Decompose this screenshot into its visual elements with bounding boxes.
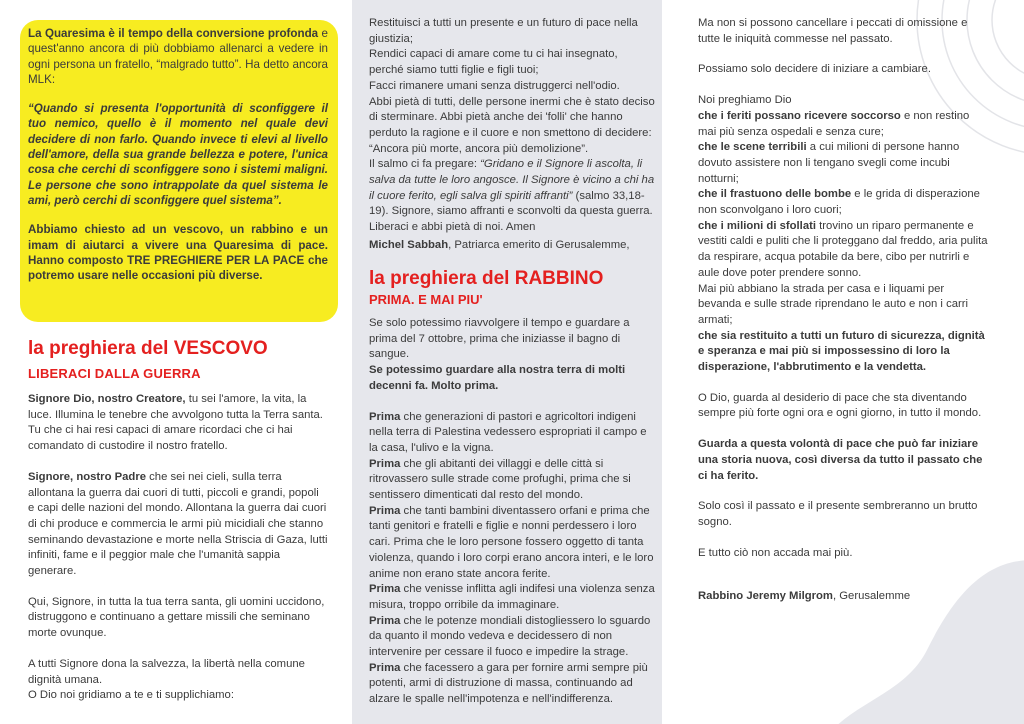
bishop-p1	[28, 392, 328, 455]
prima-word: Prima	[369, 410, 401, 423]
c3-d-rest: trovino un riparo permanente e vestiti caldi e puliti che li proteggano dal freddo, aria pulita da respirare, acqua potabile da bere, cibo per nutrirli e aule dove poter prendere sonno.	[698, 219, 988, 279]
rabbi-intro: Se solo potessimo riavvolgere il tempo e guardare a prima del 7 ottobre, prima che iniziasse il bagno di sangue.	[369, 317, 630, 361]
rabbi-sig-name: Rabbino Jeremy Milgrom	[698, 590, 833, 603]
bishop-p4	[28, 657, 328, 704]
prima-5	[369, 614, 655, 661]
bishop-p4-line1: A tutti Signore dona la salvezza, la libertà nella comune dignità umana.	[28, 657, 305, 686]
bishop-sig-name: Michel Sabbah	[369, 239, 449, 251]
prima-6-text: che facessero a gara per fornire armi sempre più potenti, armi di distruzione di massa, continuando ad alzare le spalle nell'impotenza e nell'indifferenza.	[369, 661, 648, 706]
prima-1-text: che generazioni di pastori e agricoltori indigeni nella terra di Palestina vedessero espropriati il campo e la casa, l'ulivo e la vigna.	[369, 410, 647, 454]
bishop-p2-rest: che sei nei cieli, sulla terra allontana la guerra dai cuori di tutti, piccoli e grandi, popoli e capi delle nazioni del mondo. Allontana la guerra dai cuori di chi produce e commercia le armi più micidiali che stanno seminando devastazione e morte nella Striscia di Gaza, lutti infiniti, fame e il peggior male che l'umanità sappia generare.	[28, 470, 328, 578]
c3-b	[698, 140, 988, 187]
col2-line1: Restituisci a tutti un presente e un futuro di pace nella giustizia;	[369, 17, 638, 45]
intro-text	[28, 26, 328, 283]
prima-2	[369, 457, 655, 504]
rabbi-title: la preghiera del RABBINO	[369, 268, 604, 289]
prima-3-text: che tanti bambini diventassero orfani e prima che tanti genitori e fratelli e figlie e nonni perdessero i loro cari. Prima che le loro persone fossero oggetto di tanta violenza, quando i loro corpi erano ancora interi, e le loro anime non erano state ancora ferite.	[369, 504, 654, 580]
c3-a-bold: che i feriti possano ricevere soccorso	[698, 109, 901, 122]
rabbi-sig-place: , Gerusalemme	[832, 590, 911, 603]
c3-c-bold: che il frastuono delle bombe	[698, 188, 852, 201]
rabbi-signature	[698, 589, 988, 605]
intro-request: Abbiamo chiesto ad un vescovo, un rabbino e un imam di aiutarci a vivere una Quaresima di pace. Hanno composto TRE PREGHIERE PER LA PACE che potremo usare nelle occasioni più diverse.	[28, 223, 328, 283]
c3-a-rest: e non restino mai più senza ospedali e senza cure;	[698, 109, 970, 138]
c3-c-rest: e le grida di disperazione non sconvolgano i loro cuori;	[698, 188, 980, 217]
intro-paragraph	[28, 26, 328, 87]
c3-j: E tutto ciò non accada mai più.	[698, 546, 853, 559]
col2-line4: Abbi pietà di tutti, delle persone inermi che è stato deciso di sterminare. Abbi pietà anche dei 'folli' che hanno perduto la ragione e il cuore e non smettono di decidere: “Ancora più morte, ancora più demolizione”.	[369, 95, 655, 155]
prima-4-text: che venisse inflitta agli indifesi una violenza senza misura, troppo orribile da immaginare.	[369, 583, 655, 611]
bishop-title: la preghiera del VESCOVO	[28, 338, 268, 359]
c3-pray: Noi preghiamo Dio	[698, 94, 792, 107]
psalm-quote: “Gridano e il Signore li ascolta, li salva da tutte le loro angosce. Il Signore è vicino a chi ha il cuore ferito, egli salva gli spiriti affranti”	[369, 158, 655, 202]
bishop-p2	[28, 470, 328, 580]
bishop-p3: Qui, Signore, in tutta la tua terra santa, gli uomini uccidono, distruggono e continuano a gettare missili che seminano morte ovunque.	[28, 595, 325, 640]
bishop-prayer	[28, 392, 328, 704]
prima-3	[369, 504, 655, 583]
c3-a	[698, 109, 988, 140]
intro-rest: e quest'anno ancora di più dobbiamo allenarci a vedere in ogni persona un fratello, “malgrado tutto”. Ha detto ancora MLK:	[28, 27, 328, 86]
bishop-p2-bold: Signore, nostro Padre	[28, 470, 147, 483]
prima-word: Prima	[369, 504, 401, 517]
intro-bold: La Quaresima è il tempo della conversione profonda	[28, 27, 319, 40]
c3-p1: Ma non si possono cancellare i peccati di omissione e tutte le iniquità commesse nel passato.	[698, 17, 968, 45]
c3-h: Guarda a questa volontà di pace che può far iniziare una storia nuova, così diversa da tutto il passato che ci ha ferito.	[698, 438, 983, 482]
psalm-intro: Il salmo ci fa pregare:	[369, 158, 481, 171]
psalm-rest: (salmo 33,18-19). Signore, siamo affranti e sconvolti da questa guerra. Liberaci e abbi pietà di noi. Amen	[369, 189, 653, 234]
col2-line5	[369, 157, 655, 236]
col2-line3: Facci rimanere umani senza distruggerci nell'odio.	[369, 79, 620, 92]
bishop-p4-line2: O Dio noi gridiamo a te e ti supplichiamo:	[28, 689, 234, 702]
bishop-p1-rest: tu sei l'amore, la vita, la luce. Illumina le tenebre che avvolgono tutta la Terra santa. Tu che ci hai resi capaci di amare ricordaci che ci hai comandato di custodire il nostro fratello.	[28, 393, 323, 453]
c3-d-bold: che i milioni di sfollati	[698, 219, 817, 232]
rabbi-intro-bold: Se potessimo guardare alla nostra terra di molti decenni fa. Molto prima.	[369, 364, 626, 392]
rabbi-prayer-continued	[698, 16, 988, 605]
bishop-signature	[369, 239, 630, 251]
prima-word: Prima	[369, 457, 401, 470]
c3-b-rest: a cui milioni di persone hanno dovuto assistere non li tengano svegli come incubi notturni;	[698, 141, 960, 185]
prima-4	[369, 582, 655, 613]
bishop-prayer-continued	[369, 16, 655, 236]
c3-i: Solo così il passato e il presente sembreranno un brutto sogno.	[698, 500, 978, 528]
c3-d	[698, 219, 988, 282]
col2-line2: Rendici capaci di amare come tu ci hai insegnato, perché siamo tutti figlie e figli tuoi;	[369, 48, 618, 77]
c3-b-bold: che le scene terribili	[698, 141, 807, 154]
prima-6	[369, 661, 655, 708]
prima-word: Prima	[369, 614, 401, 627]
rabbi-subtitle: PRIMA. E MAI PIU'	[369, 292, 483, 307]
prima-word: Prima	[369, 661, 401, 674]
c3-f: che sia restituito a tutti un futuro di sicurezza, dignità e speranza e mai più si impossessino di loro la disperazione, l'abbrutimento e la vendetta.	[698, 329, 985, 374]
c3-p2: Possiamo solo decidere di iniziare a cambiare.	[698, 63, 931, 76]
c3-c	[698, 187, 988, 218]
prima-1	[369, 410, 655, 457]
c3-e: Mai più abbiano la strada per casa e i liquami per bevanda e sulle strade riprendano le auto e non i carri armati;	[698, 282, 969, 326]
bishop-sig-role: , Patriarca emerito di Gerusalemme,	[448, 239, 630, 251]
prima-5-text: che le potenze mondiali distogliessero lo sguardo da quanto il mondo vedeva e decidessero di non intervenire per cessare il fuoco e impedire la strage.	[369, 614, 651, 659]
rabbi-prayer	[369, 316, 655, 708]
prima-word: Prima	[369, 583, 401, 596]
prima-2-text: che gli abitanti dei villaggi e delle città si ritrovassero sulle strade come profughi, prima che si sentissero dimenticati dal resto del mondo.	[369, 457, 631, 502]
bishop-p1-bold: Signore Dio, nostro Creatore,	[28, 393, 186, 405]
bishop-subtitle: LIBERACI DALLA GUERRA	[28, 366, 201, 381]
c3-g: O Dio, guarda al desiderio di pace che sta diventando sempre più forte ogni ora e ogni giorno, in tutto il mondo.	[698, 391, 982, 420]
mlk-quote: “Quando si presenta l'opportunità di sconfiggere il tuo nemico, quello è il momento nel quale devi decidere di non farlo. Quando invece ti elevi al livello dell'amore, della sua grande bellezza e potere, l'unica cosa che cerchi di sconfiggere sono i sistemi maligni. Le persone che sono intrappolate da quel sistema le ami, però cerchi di sconfiggere quel sistema”.	[28, 102, 328, 207]
